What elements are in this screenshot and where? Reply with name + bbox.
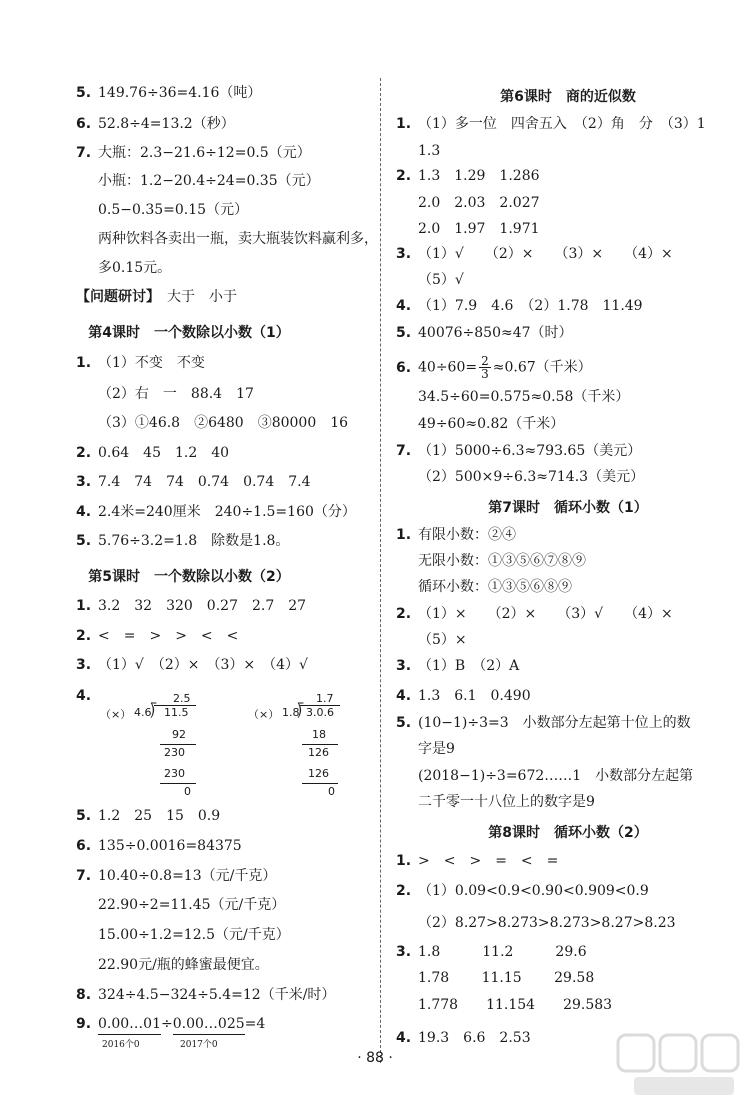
lesson6-answer-6-3: 49÷60≈0.82（千米） xyxy=(418,416,565,432)
lesson6-answer-3-2: （5）√ xyxy=(418,272,464,288)
subscript-2017: 2017个0 xyxy=(180,1040,218,1050)
lesson6-answer-1: 1. （1）多一位 四舍五入 （2）角 分 （3）1 xyxy=(396,116,706,132)
lesson7-answer-2: 2. （1）× （2）× （3）√ （4）× xyxy=(396,606,673,622)
lesson7-answer-4: 4. 1.3 6.1 0.490 xyxy=(396,688,531,704)
long-division-1: （×） 2.5 4.6 ⟌ 11.5 92 230 230 0 xyxy=(100,690,220,800)
lesson7-answer-1-3: 循环小数：①③⑤⑥⑧⑨ xyxy=(418,579,572,595)
lesson5-answer-3: 3. （1）√ （2）× （3）× （4）√ xyxy=(76,657,308,673)
lesson7-answer-1-2: 无限小数：①③⑤⑥⑦⑧⑨ xyxy=(418,553,586,569)
lesson-7-heading: 第7课时 循环小数（1） xyxy=(488,500,648,516)
lesson4-answer-1-3: （3）①46.8 ②6480 ③80000 16 xyxy=(98,415,349,431)
lesson6-answer-2-2: 2.0 2.03 2.027 xyxy=(418,195,540,211)
lesson4-answer-3: 3. 7.4 74 74 0.74 0.74 7.4 xyxy=(76,474,311,490)
answer-7-line5: 多0.15元。 xyxy=(98,260,172,276)
lesson8-answer-2-2: （2）8.27>8.273>8.273>8.27>8.23 xyxy=(418,915,676,931)
answer-6: 6. 52.8÷4=13.2（秒） xyxy=(76,116,235,132)
answer-7-line2: 小瓶：1.2−20.4÷24=0.35（元） xyxy=(98,173,320,189)
lesson5-answer-7-2: 22.90÷2=11.45（元/千克） xyxy=(98,897,286,913)
problem-discussion: 【问题研讨】 大于 小于 xyxy=(76,289,237,305)
lesson4-answer-4: 4. 2.4米=240厘米 240÷1.5=160（分） xyxy=(76,504,356,520)
answer-7: 7. 大瓶：2.3−21.6÷12=0.5（元） xyxy=(76,145,311,161)
lesson5-answer-6: 6. 135÷0.0016=84375 xyxy=(76,838,242,854)
subscript-2016: 2016个0 xyxy=(102,1040,140,1050)
lesson8-answer-3: 3. 1.8 11.2 29.6 xyxy=(396,944,587,960)
lesson7-answer-1: 1. 有限小数：②④ xyxy=(396,527,516,543)
lesson4-answer-2: 2. 0.64 45 1.2 40 xyxy=(76,445,230,461)
lesson7-answer-3: 3. （1）B （2）A xyxy=(396,658,520,674)
lesson8-answer-3-3: 1.778 11.154 29.583 xyxy=(418,997,613,1013)
lesson-4-heading: 第4课时 一个数除以小数（1） xyxy=(88,325,290,341)
lesson8-answer-1: 1. > < > = < = xyxy=(396,853,559,869)
lesson7-answer-5-3: (2018−1)÷3=672……1 小数部分左起第 xyxy=(418,768,694,784)
page-number: · 88 · xyxy=(357,1050,393,1066)
fraction-two-thirds: $\frac{2}{3}$ xyxy=(481,354,489,381)
lesson4-answer-1: 1. （1）不变 不变 xyxy=(76,355,205,371)
lesson8-answer-4: 4. 19.3 6.6 2.53 xyxy=(396,1030,531,1046)
lesson4-answer-1-2: （2）右 一 88.4 17 xyxy=(98,386,254,402)
lesson5-answer-2: 2. < = > > < < xyxy=(76,628,239,644)
answer-5: 5. 149.76÷36=4.16（吨） xyxy=(76,85,262,101)
lesson5-answer-1: 1. 3.2 32 320 0.27 2.7 27 xyxy=(76,598,307,614)
lesson5-answer-7-3: 15.00÷1.2=12.5（元/千克） xyxy=(98,927,290,943)
lesson5-answer-5: 5. 1.2 25 15 0.9 xyxy=(76,808,221,824)
lesson4-answer-5: 5. 5.76÷3.2=1.8 除数是1.8。 xyxy=(76,533,290,549)
lesson6-answer-7: 7. （1）5000÷6.3≈793.65（美元） xyxy=(396,443,642,459)
lesson5-answer-8: 8. 324÷4.5−324÷5.4=12（千米/时） xyxy=(76,987,336,1003)
lesson7-answer-2-2: （5）× xyxy=(418,632,467,648)
lesson8-answer-2: 2. （1）0.09<0.9<0.90<0.909<0.9 xyxy=(396,883,649,899)
lesson7-answer-5: 5. (10−1)÷3=3 小数部分左起第十位上的数 xyxy=(396,715,691,731)
column-divider xyxy=(380,78,381,1063)
long-division-2: （×） 1.7 1.8 ⟌ 3.0.6 18 126 126 0 xyxy=(248,690,368,800)
lesson8-answer-3-2: 1.78 11.15 29.58 xyxy=(418,970,595,986)
lesson-8-heading: 第8课时 循环小数（2） xyxy=(488,825,648,841)
lesson7-answer-5-2: 字是9 xyxy=(418,741,455,757)
lesson6-answer-1-2: 1.3 xyxy=(418,143,441,159)
watermark-logo xyxy=(614,1029,744,1099)
lesson5-answer-4-number: 4. xyxy=(76,688,92,704)
lesson6-answer-3: 3. （1）√ （2）× （3）× （4）× xyxy=(396,246,673,262)
lesson6-answer-7-2: （2）500×9÷6.3≈714.3（美元） xyxy=(418,469,645,485)
lesson6-answer-5: 5. 40076÷850≈47（时） xyxy=(396,325,573,341)
lesson5-answer-7-4: 22.90元/瓶的蜂蜜最便宜。 xyxy=(98,957,269,973)
answer-7-line4: 两种饮料各卖出一瓶，卖大瓶装饮料赢利多， xyxy=(98,231,378,247)
lesson5-answer-9: 9. 0.00…01÷0.00…025=4 xyxy=(76,1014,265,1035)
answer-7-line3: 0.5−0.35=0.15（元） xyxy=(98,202,249,218)
lesson-6-heading: 第6课时 商的近似数 xyxy=(500,89,636,105)
lesson-5-heading: 第5课时 一个数除以小数（2） xyxy=(88,569,290,585)
lesson6-answer-6-2: 34.5÷60=0.575≈0.58（千米） xyxy=(418,389,630,405)
lesson7-answer-5-4: 二千零一十八位上的数字是9 xyxy=(418,794,595,810)
lesson5-answer-7: 7. 10.40÷0.8=13（元/千克） xyxy=(76,868,277,884)
lesson6-answer-2: 2. 1.3 1.29 1.286 xyxy=(396,168,540,184)
lesson6-answer-4: 4. （1）7.9 4.6 （2）1.78 11.49 xyxy=(396,298,643,314)
lesson6-answer-6: 6. 40÷60= $\frac{2}{3}$ ≈0.67（千米） xyxy=(396,354,592,381)
lesson6-answer-2-3: 2.0 1.97 1.971 xyxy=(418,221,540,237)
